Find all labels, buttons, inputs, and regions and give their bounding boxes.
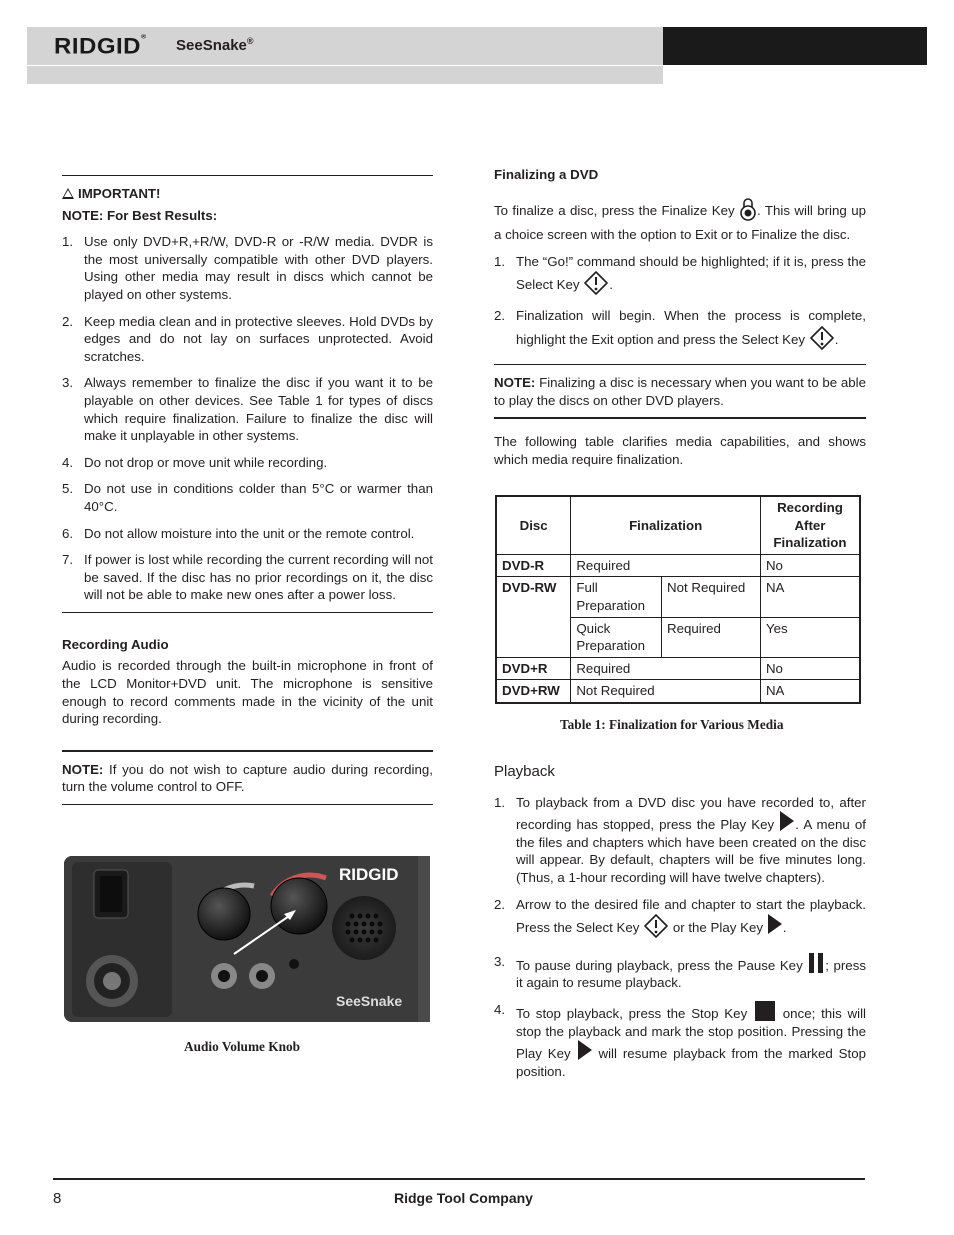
list-item: 5. Do not use in conditions colder than 5°C or warmer than 40°C. [62,481,433,514]
product-name: SeeSnake® [176,36,254,54]
table-cell: Quick Preparation [571,617,662,657]
divider [62,175,433,176]
table-cell: No [760,657,860,680]
warning-icon [62,188,74,199]
table-caption: Table 1: Finalization for Various Media [560,717,784,732]
finalize-key-icon [739,196,757,227]
list-item: 1. Use only DVD+R,+R/W, DVD-R or -R/W media. DVDR is the most universally compatible with other DVD players. Using other media may result in discs which cannot be played on other systems. [62,234,433,302]
pause-key-icon [809,953,823,973]
table-cell: Full Preparation [571,577,662,617]
list-item: 2. Keep media clean and in protective sleeves. Hold DVDs by edges and do not lay on surfaces unprotected. Avoid scratches. [62,313,433,364]
footer-company: Ridge Tool Company [394,1190,533,1206]
select-key-icon [809,325,835,356]
divider [494,364,866,365]
table-cell: Required [571,657,761,680]
page-number: 8 [53,1190,62,1207]
list-item: 2. Arrow to the desired file and chapter to start the playback. Press the Select Key or the Play Key . [494,896,866,944]
finalization-table [495,495,861,704]
list-item: 2. Finalization will begin. When the process is complete, highlight the Exit option and press the Select Key . [494,307,866,355]
footer-rule [53,1178,865,1180]
audio-note: NOTE: If you do not wish to capture audio during recording, turn the volume control to OFF. [62,761,433,795]
finalizing-intro: To finalize a disc, press the Finalize Key . This will bring up a choice screen with the option to Exit or to Finalize the disc. [494,196,866,244]
recording-audio-text: Audio is recorded through the built-in microphone in front of the LCD Monitor+DVD unit. The microphone is sensitive enough to record comments made in the vicinity of the unit during recording. [62,658,433,727]
right-column [494,166,866,469]
list-item: 7. If power is lost while recording the current recording will not be saved. If the disc has no prior recordings on it, the disc will not be able to make new ones after a power loss. [62,552,433,603]
table-intro: The following table clarifies media capabilities, and shows which media require finalization. [494,434,866,467]
playback-section [494,763,866,1089]
header-disc: Disc [496,496,571,554]
divider [494,417,866,419]
list-item: 3. To pause during playback, press the Pause Key ; press it again to resume playback. [494,953,867,991]
list-item: 6. Do not allow moisture into the unit or the remote control. [62,525,415,541]
table-row [496,577,860,617]
table-cell: DVD-RW [496,577,571,657]
list-item: 3. Always remember to finalize the disc if you want it to be playable on other devices. See Table 1 for types of discs which require finalization. Failure to finalize the disc will make it unplayable in other systems. [62,375,433,444]
table-row [496,680,860,703]
list-item: 1. To playback from a DVD disc you have recorded to, after recording has stopped, press the Play Key . A menu of the files and chapters which have been created on the disc will appear. By default, chapters will be five minutes long. (Thus, a 1-hour recording will have twelve chapters). [494,794,866,885]
table-cell: No [760,554,860,577]
header-black-bar [663,27,927,65]
table-cell: Required [661,617,760,657]
table-header-row [496,496,860,554]
table-cell: NA [760,680,860,703]
left-column [62,175,433,805]
header-finalization: Finalization [571,496,761,554]
table-cell: DVD+R [496,657,571,680]
table-row [496,657,860,680]
divider [62,804,433,805]
audio-volume-knob-photo [64,856,430,1022]
important-heading: IMPORTANT! [62,185,433,203]
select-key-icon [583,270,609,301]
list-item: 4. Do not drop or move unit while recording. [62,454,328,470]
ridgid-logo: RIDGID® [54,34,147,59]
list-item: 1. The “Go!” command should be highlighted; if it is, press the Select Key . [494,253,866,301]
device-panel-illustration [64,856,430,1022]
table-cell: Yes [760,617,860,657]
svg-text:RIDGID: RIDGID [339,865,399,884]
table-cell: DVD-R [496,554,571,577]
best-results-list [62,233,433,604]
recording-audio-heading: Recording Audio [62,636,169,652]
divider [62,750,433,752]
table-cell: NA [760,577,860,617]
playback-steps [494,794,866,1081]
stop-key-icon [755,1001,775,1021]
table-cell: Required [571,554,761,577]
table-cell: Not Required [571,680,761,703]
play-key-icon [768,914,782,934]
header-recording-after: Recording After Finalization [760,496,860,554]
note-title: NOTE: For Best Results: [62,207,218,223]
finalize-note: NOTE: Finalizing a disc is necessary when you want to be able to play the discs on other DVD players. [494,375,866,408]
finalizing-heading: Finalizing a DVD [494,167,599,182]
play-key-icon [780,811,794,831]
select-key-icon [643,913,669,944]
svg-text:SeeSnake: SeeSnake [336,993,403,1009]
header-sub-bar [27,65,663,84]
play-key-icon [578,1040,592,1060]
list-item: 4. To stop playback, press the Stop Key once; this will stop the playback and mark the stop position. Pressing the Play Key will resume playback from the marked Stop position. [494,1001,866,1079]
table-cell: Not Required [661,577,760,617]
table-cell: DVD+RW [496,680,571,703]
playback-heading: Playback [494,763,555,780]
finalize-steps [494,253,866,355]
photo-caption: Audio Volume Knob [184,1039,301,1054]
table-row [496,554,860,577]
divider [62,612,433,613]
